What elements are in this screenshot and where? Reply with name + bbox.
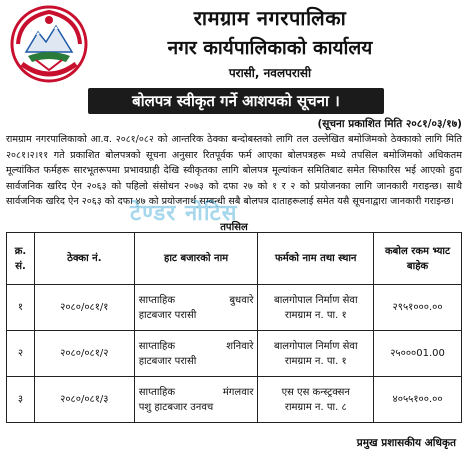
- cell-sn: १: [7, 285, 35, 331]
- contract-table: [6, 232, 462, 423]
- cell-firm: [258, 285, 374, 331]
- municipality-name: रामग्राम नगरपालिका: [193, 6, 347, 30]
- notice-title-banner: बोलपत्र स्वीकृत गर्ने आशयको सूचना ।: [88, 88, 384, 114]
- publish-date: (सूचना प्रकाशित मिति २०८१/०३/१७): [317, 118, 462, 130]
- header-amount: कबोल रकम भ्याट बाहेक: [374, 233, 462, 285]
- table-row: [7, 331, 462, 377]
- firm-address: रामग्राम न. पा. १: [284, 309, 347, 321]
- header-market: हाट बजारको नाम: [134, 233, 258, 285]
- cell-contract-no: २०८०/०८१/१: [34, 285, 134, 331]
- cell-firm: [258, 331, 374, 377]
- firm-address: रामग्राम न. पा. ८: [284, 401, 347, 413]
- table-caption: तपसिल: [220, 222, 248, 233]
- notice-body-text: रामग्राम नगरपालिकाको आ.व. २०८१/०८२ को आन्तरिक ठेक्का बन्दोबस्तको लागि तल उल्लेखित बमोजिमको ठेक्काको लागि मिति २०८१।२।११ गते प्रकाशित बोलपत्रको सूचना अनुसार रितपूर्वक फर्म आएका बोलपत्रहरू मध्ये तपसिल बमोजिमको अधिकतम मूल्यांकित फर्महरू सारभूतरूपमा प्रभावग्राही देखि स्वीकृतका लागि बोलपत्र मूल्यांकन समितिबाट समेत सिफारिस भई आएको हुदा सार्वजनिक खरिद ऐन २०६३ को पहिलो संसोधन २०७३ को दफा २७ को १ र २ को प्रयोजनका लागि जानकारी गराइन्छ। साथै सार्वजनिक खरिद ऐन २०६३ को दफा ४७ को प्रयोजनार्थ सम्बन्धी सबै बोलपत्र दाताहरूलाई समेत यसै सूचनाद्वारा जानकारी गराइन्छ।: [6, 134, 462, 208]
- cell-amount: २५०००01.00: [374, 331, 462, 377]
- nepal-government-emblem-icon: [6, 4, 92, 84]
- market-frequency: साप्ताहिक: [138, 340, 176, 352]
- table-row: [7, 285, 462, 331]
- cell-market: [134, 331, 258, 377]
- signatory-title: प्रमुख प्रशासकीय अधिकृत: [356, 437, 456, 449]
- cell-amount: २९५१०००.००: [374, 285, 462, 331]
- market-day: मंगलवार: [222, 386, 254, 398]
- cell-sn: ३: [7, 377, 35, 423]
- market-day: शनिवारे: [226, 340, 254, 352]
- table-header-row: [7, 233, 462, 285]
- market-frequency: साप्ताहिक: [138, 386, 176, 398]
- firm-address: रामग्राम न. पा. १: [284, 355, 347, 367]
- cell-market: [134, 285, 258, 331]
- header-contract-no: ठेक्का नं.: [34, 233, 134, 285]
- cell-amount: ४०५५१००.००: [374, 377, 462, 423]
- office-location: परासी, नवलपरासी: [228, 66, 312, 80]
- table-row: [7, 377, 462, 423]
- market-day: बुधवारे: [229, 294, 254, 306]
- cell-firm: [258, 377, 374, 423]
- letterhead: [0, 0, 468, 86]
- cell-market: [134, 377, 258, 423]
- watermark-logo: टेण्डर नोटिस: [130, 200, 238, 226]
- cell-contract-no: २०८०/०८१/३: [34, 377, 134, 423]
- cell-contract-no: २०८०/०८१/२: [34, 331, 134, 377]
- office-name: नगर कार्यपालिकाको कार्यालय: [167, 37, 373, 59]
- firm-name: बालगोपाल निर्माण सेवा: [273, 294, 358, 306]
- cell-sn: २: [7, 331, 35, 377]
- header-firm: फर्मको नाम तथा स्थान: [258, 233, 374, 285]
- firm-name: एस एस कन्स्ट्रक्सन: [281, 386, 350, 398]
- market-place: पशु हाटबजार उनवच: [138, 401, 214, 413]
- market-frequency: साप्ताहिक: [138, 294, 176, 306]
- market-place: हाटबजार परासी: [138, 355, 197, 367]
- header-sn: क्र. सं.: [7, 233, 35, 285]
- market-place: हाटबजार परासी: [138, 309, 197, 321]
- firm-name: बालगोपाल निर्माण सेवा: [273, 340, 358, 352]
